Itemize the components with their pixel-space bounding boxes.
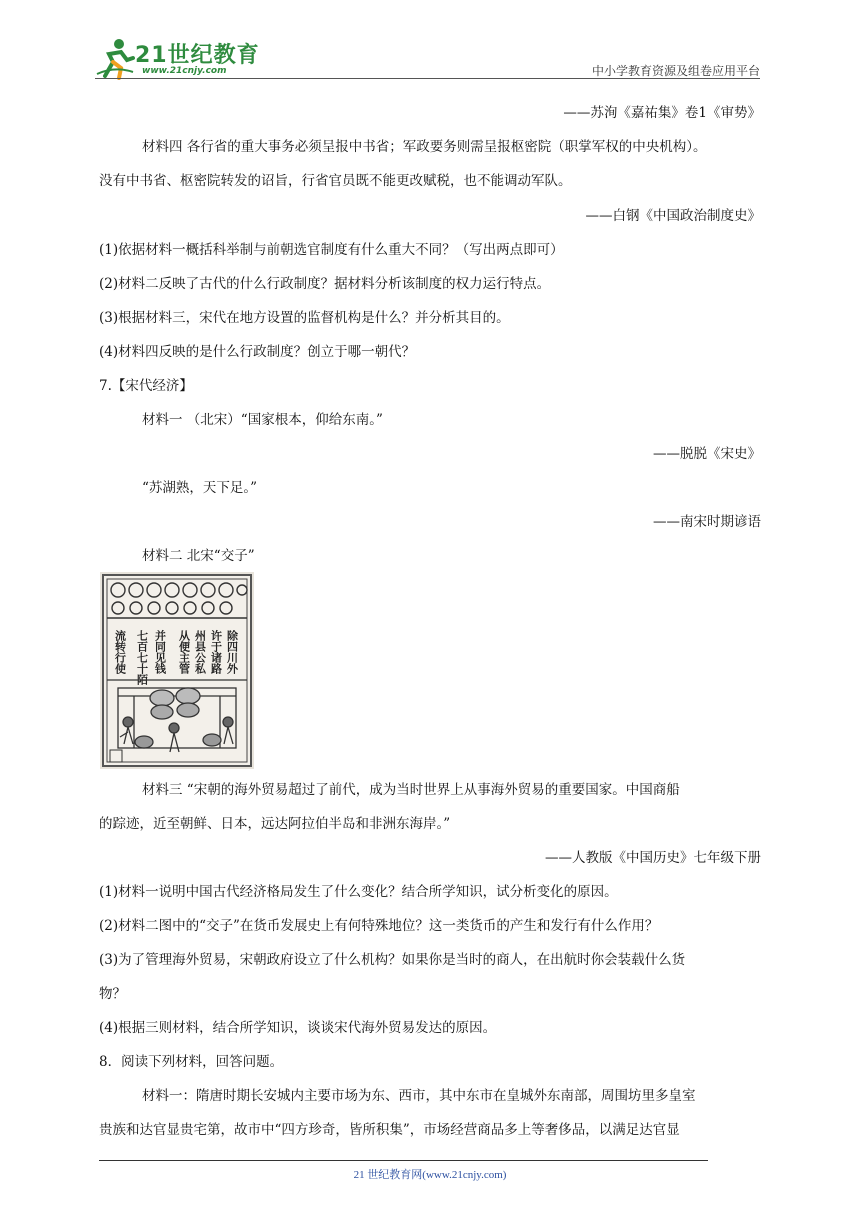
jiaozi-col-1: 除四川外 xyxy=(225,630,239,674)
material-text: 材料一：隋唐时期长安城内主要市场为东、西市，其中东市在皇城外东南部，周围坊里多皇室 xyxy=(142,1088,696,1104)
source-citation: ——脱脱《宋史》 xyxy=(653,446,761,462)
jiaozi-col-3: 州县公私 xyxy=(193,630,207,674)
jiaozi-col-4: 从便主管 xyxy=(177,630,191,674)
site-logo[interactable] xyxy=(95,36,265,80)
material-text: 没有中书省、枢密院转发的诏旨，行省官员既不能更改赋税，也不能调动军队。 xyxy=(99,173,572,189)
question-text: (3)根据材料三，宋代在地方设置的监督机构是什么？并分析其目的。 xyxy=(99,310,510,326)
question-text: (1)材料一说明中国古代经济格局发生了什么变化？结合所学知识，试分析变化的原因。 xyxy=(99,884,618,900)
material-text: 材料四 各行省的重大事务必须呈报中书省；军政要务则需呈报枢密院（职掌军权的中央机构）。 xyxy=(142,139,707,155)
question-text: (2)材料二反映了古代的什么行政制度？据材料分析该制度的权力运行特点。 xyxy=(99,276,551,292)
jiaozi-col-7: 流转行使 xyxy=(113,630,127,674)
footer-link[interactable]: 21 世纪教育网(www.21cnjy.com) xyxy=(353,1169,507,1181)
logo-url: www.21cnjy.com xyxy=(142,66,227,76)
platform-title: 中小学教育资源及组卷应用平台 xyxy=(591,64,760,78)
section-heading: 7.【宋代经济】 xyxy=(99,378,193,394)
source-citation: ——苏洵《嘉祐集》卷1《审势》 xyxy=(563,105,761,121)
question-text: (2)材料二图中的“交子”在货币发展史上有何特殊地位？这一类货币的产生和发行有什么作用？ xyxy=(99,918,659,934)
footer-divider xyxy=(99,1160,708,1161)
jiaozi-banknote-image xyxy=(100,572,254,769)
material-text: 材料三 “宋朝的海外贸易超过了前代，成为当时世界上从事海外贸易的重要国家。中国商船 xyxy=(142,782,680,798)
material-text: “苏湖熟，天下足。” xyxy=(142,480,258,496)
question-text: (4)根据三则材料，结合所学知识，谈谈宋代海外贸易发达的原因。 xyxy=(99,1020,497,1036)
material-text: 材料一 （北宋）“国家根本，仰给东南。” xyxy=(142,412,383,428)
question-text: 物？ xyxy=(99,986,126,1002)
question-heading: 8．阅读下列材料，回答问题。 xyxy=(99,1054,284,1070)
header-divider xyxy=(95,78,760,79)
source-citation: ——南宋时期谚语 xyxy=(653,514,761,530)
jiaozi-col-5: 并同见钱 xyxy=(153,630,167,674)
material-text: 的踪迹，近至朝鲜、日本，远达阿拉伯半岛和非洲东海岸。” xyxy=(99,816,451,832)
source-citation: ——白钢《中国政治制度史》 xyxy=(585,208,761,224)
source-citation: ——人教版《中国历史》七年级下册 xyxy=(545,850,761,866)
jiaozi-col-6: 七百七十陌 xyxy=(135,630,149,685)
runner-logo-icon xyxy=(95,36,135,80)
question-text: (1)依据材料一概括科举制与前朝选官制度有什么重大不同？（写出两点即可） xyxy=(99,242,564,258)
material-text: 材料二 北宋“交子” xyxy=(142,548,255,564)
question-text: (4)材料四反映的是什么行政制度？创立于哪一朝代？ xyxy=(99,344,416,360)
question-text: (3)为了管理海外贸易，宋朝政府设立了什么机构？如果你是当时的商人，在出航时你会装载什么货 xyxy=(99,952,686,968)
page-header xyxy=(95,30,760,80)
material-text: 贵族和达官显贵宅第，故市中“四方珍奇，皆所积集”，市场经营商品多上等奢侈品，以满足达官显 xyxy=(99,1122,680,1138)
logo-text: 21世纪教育 xyxy=(135,43,260,68)
jiaozi-col-2: 许于诸路 xyxy=(209,630,223,674)
